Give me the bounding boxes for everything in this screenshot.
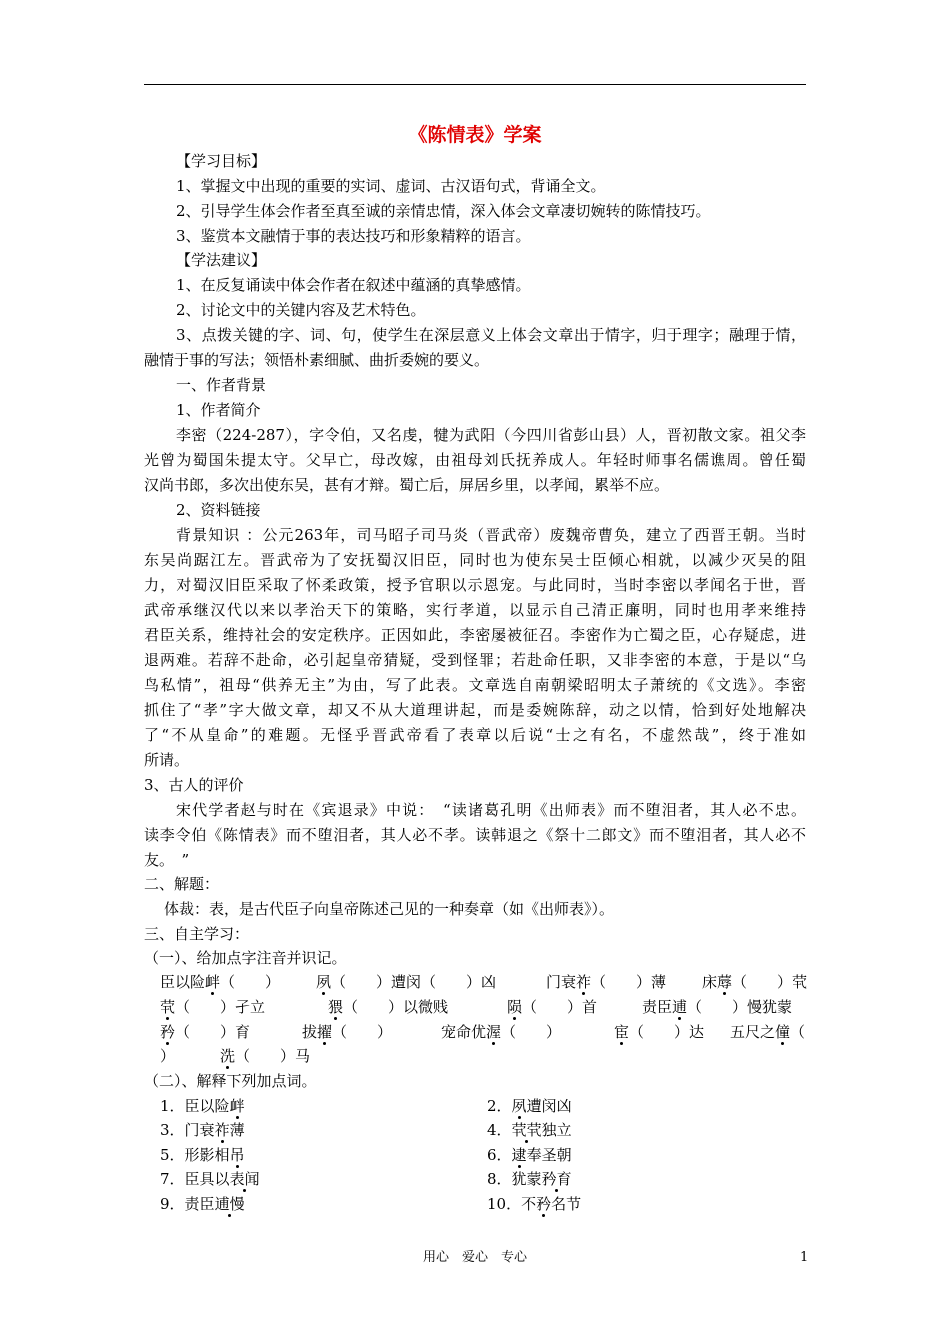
paragraph-line: 汉尚书郎，多次出使东吴，甚有才辩。蜀亡后，屏居乡里，以孝闻，累举不应。 (144, 476, 670, 494)
paragraph-line: 东吴尚踞江左。晋武帝为了安抚蜀汉旧臣，同时也为使东吴士臣倾心相就，以减少灭吴的阻 (144, 551, 806, 569)
explain-item: 8．犹蒙矜育 (487, 1170, 572, 1188)
pinyin-item: 宠命优渥（ ） (441, 1023, 562, 1041)
subsection-heading: 1、作者简介 (176, 401, 261, 419)
pinyin-item: 宦（ ）达 (614, 1023, 705, 1041)
paragraph-line: 背景知识 ：公元263年，司马昭子司马炎（晋武帝）废魏帝曹奂，建立了西晋王朝。当时 (176, 526, 806, 544)
subsection-heading: 2、资料链接 (176, 501, 261, 519)
pinyin-item: 床蓐（ ）茕 (702, 973, 808, 991)
pinyin-item: 拔擢（ ） (302, 1023, 393, 1041)
pinyin-item: 茕（ ）孑立 (160, 998, 266, 1016)
paragraph-line: 鸟私情”，祖母“供养无主”为由，写了此表。文章选自南朝梁昭明太子萧统的《文选》。李密 (144, 676, 806, 694)
explain-item: 2．夙遭闵凶 (487, 1097, 572, 1115)
method-item: 融情于事的写法；领悟朴素细腻、曲折委婉的要义。 (144, 351, 490, 369)
explain-item: 5．形影相吊 (160, 1146, 245, 1164)
paragraph-line: 读李令伯《陈情表》而不堕泪者，其人必不孝。读韩退之《祭十二郎文》而不堕泪者，其人必不 (144, 826, 806, 844)
pinyin-item: 责臣逋（ ）慢犹蒙 (642, 998, 793, 1016)
method-item: 1、在反复诵读中体会作者在叙述中蕴涵的真挚感情。 (176, 276, 531, 294)
goal-item: 1、掌握文中出现的重要的实词、虚词、古汉语句式，背诵全文。 (176, 177, 606, 195)
explain-item: 6．逮奉圣朝 (487, 1146, 572, 1164)
section-heading: 三、自主学习： (144, 925, 250, 943)
paragraph-line: 力，对蜀汉旧臣采取了怀柔政策，授予官职以示恩宠。与此同时，当时李密以孝闻名于世，晋 (144, 576, 806, 594)
goal-item: 3、鉴赏本文融情于事的表达技巧和形象精粹的语言。 (176, 227, 531, 245)
method-item: 3、点拨关键的字、词、句，使学生在深层意义上体会文章出于情字，归于理字；融理于情， (176, 326, 806, 344)
methods-heading: 【学法建议】 (176, 251, 267, 269)
pinyin-item: 猥（ ）以微贱 (328, 998, 449, 1016)
page-title: 《陈情表》学案 (408, 124, 542, 146)
explain-item: 10．不矜名节 (487, 1195, 582, 1213)
paragraph-line: 光曾为蜀国朱提太守。父早亡，母改嫁，由祖母刘氏抚养成人。年轻时师事名儒谯周。曾任蜀 (144, 451, 806, 469)
pinyin-item: 五尺之僮（ (730, 1023, 806, 1041)
explain-item: 9．责臣逋慢 (160, 1195, 245, 1213)
page-number: 1 (800, 1250, 809, 1265)
section-heading: 一、作者背景 (176, 376, 267, 394)
goal-item: 2、引导学生体会作者至真至诚的亲情忠情，深入体会文章凄切婉转的陈情技巧。 (176, 202, 711, 220)
pinyin-item: 陨（ ）首 (507, 998, 598, 1016)
goals-heading: 【学习目标】 (176, 152, 267, 170)
pinyin-item: 臣以险衅（ ） (160, 973, 281, 991)
page-footer: 用心 爱心 专心 (422, 1250, 527, 1265)
paragraph-line: 武帝承继汉代以来以孝治天下的策略，实行孝道，以显示自己清正廉明，同时也用孝来维持 (144, 601, 806, 619)
paragraph-line: 君臣关系，维持社会的安定秩序。正因如此，李密屡被征召。李密作为亡蜀之臣，心存疑虑，进 (144, 626, 806, 644)
pinyin-item: 门衰祚（ ）薄 (546, 973, 667, 991)
paragraph-line: 友。 ” (144, 851, 190, 869)
section-heading: 二、解题： (144, 875, 220, 893)
subsection-heading: （二）、解释下列加点词。 (144, 1072, 317, 1090)
paragraph-line: 所请。 (144, 751, 190, 769)
paragraph-line: 体裁：表，是古代臣子向皇帝陈述己见的一种奏章（如《出师表》）。 (164, 900, 615, 918)
paragraph-line: 了“不从皇命”的难题。无怪乎晋武帝看了表章以后说“士之有名，不虚然哉”，终于准如 (144, 726, 806, 744)
subsection-heading: （一）、给加点字注音并识记。 (144, 949, 347, 967)
explain-item: 1．臣以险衅 (160, 1097, 245, 1115)
explain-item: 4．茕茕独立 (487, 1121, 572, 1139)
method-item: 2、讨论文中的关键内容及艺术特色。 (176, 301, 426, 319)
pinyin-item: 夙（ ）遭闵（ ）凶 (316, 973, 497, 991)
paragraph-line: 退两难。若辞不赴命，必引起皇帝猜疑，受到怪罪；若赴命任职，又非李密的本意，于是以“乌 (144, 651, 806, 669)
header-rule (144, 84, 806, 85)
paragraph-line: 李密（224-287），字令伯，又名虔，犍为武阳（今四川省彭山县）人，晋初散文家。祖父李 (176, 426, 806, 444)
explain-item: 7．臣具以表闻 (160, 1170, 260, 1188)
pinyin-item: 矜（ ）育 (160, 1023, 251, 1041)
paragraph-line: 宋代学者赵与时在《宾退录》中说： “读诸葛孔明《出师表》而不堕泪者，其人必不忠。 (176, 801, 806, 819)
subsection-heading: 3、古人的评价 (144, 776, 244, 794)
pinyin-item: 洗（ ）马 (220, 1047, 311, 1065)
pinyin-item: ） (160, 1047, 176, 1065)
explain-item: 3．门衰祚薄 (160, 1121, 245, 1139)
paragraph-line: 抓住了“孝”字大做文章，却又不从大道理讲起，而是委婉陈辞，动之以情，恰到好处地解决 (144, 701, 806, 719)
